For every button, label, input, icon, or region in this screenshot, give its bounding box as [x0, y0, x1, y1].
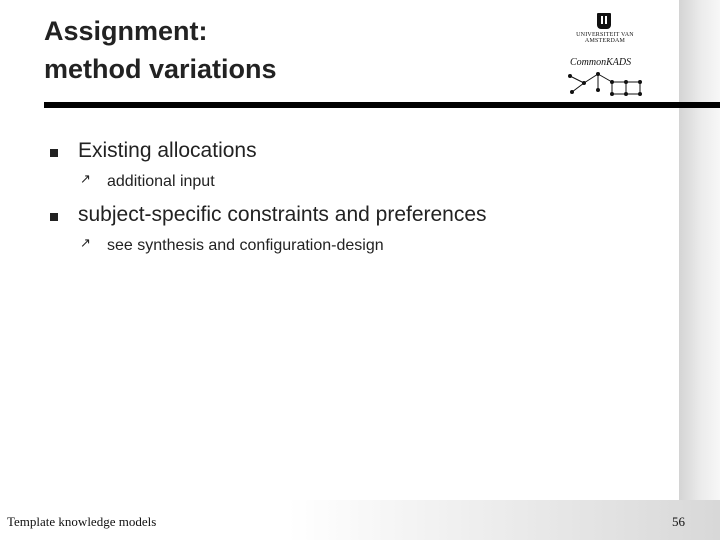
- arrow-up-right-icon: ↗: [80, 172, 91, 187]
- slide-title-line-1: Assignment:: [44, 16, 208, 46]
- commonkads-logo-text: CommonKADS: [570, 57, 632, 68]
- bullet-text: subject-specific constraints and preferences: [78, 203, 487, 226]
- sub-bullet-row: [50, 170, 670, 198]
- slide-title: [44, 12, 277, 88]
- bullet-list: [50, 138, 670, 266]
- page-number: 56: [672, 514, 685, 529]
- logo-area: [560, 10, 672, 98]
- title-divider: [44, 102, 720, 108]
- arrow-up-right-icon: ↗: [80, 236, 91, 251]
- sub-bullet-row: [50, 234, 670, 262]
- bullet-item: [50, 202, 670, 262]
- footer-course-title: Template knowledge models: [7, 514, 157, 529]
- slide-footer: [0, 500, 720, 540]
- bullet-text: Existing allocations: [78, 139, 257, 162]
- square-bullet-icon: [50, 149, 58, 157]
- university-logo-text: UNIVERSITEIT VAN AMSTERDAM: [576, 32, 634, 44]
- bullet-row: [50, 138, 670, 168]
- slide-title-line-2: method variations: [44, 54, 277, 84]
- university-crest-icon: [597, 13, 611, 29]
- bullet-row: [50, 202, 670, 232]
- commonkads-graph-icon: [564, 68, 648, 98]
- bullet-item: [50, 138, 670, 198]
- square-bullet-icon: [50, 213, 58, 221]
- sub-bullet-text: additional input: [107, 173, 215, 190]
- sub-bullet-text: see synthesis and configuration-design: [107, 237, 384, 254]
- right-decorative-band: [679, 0, 720, 540]
